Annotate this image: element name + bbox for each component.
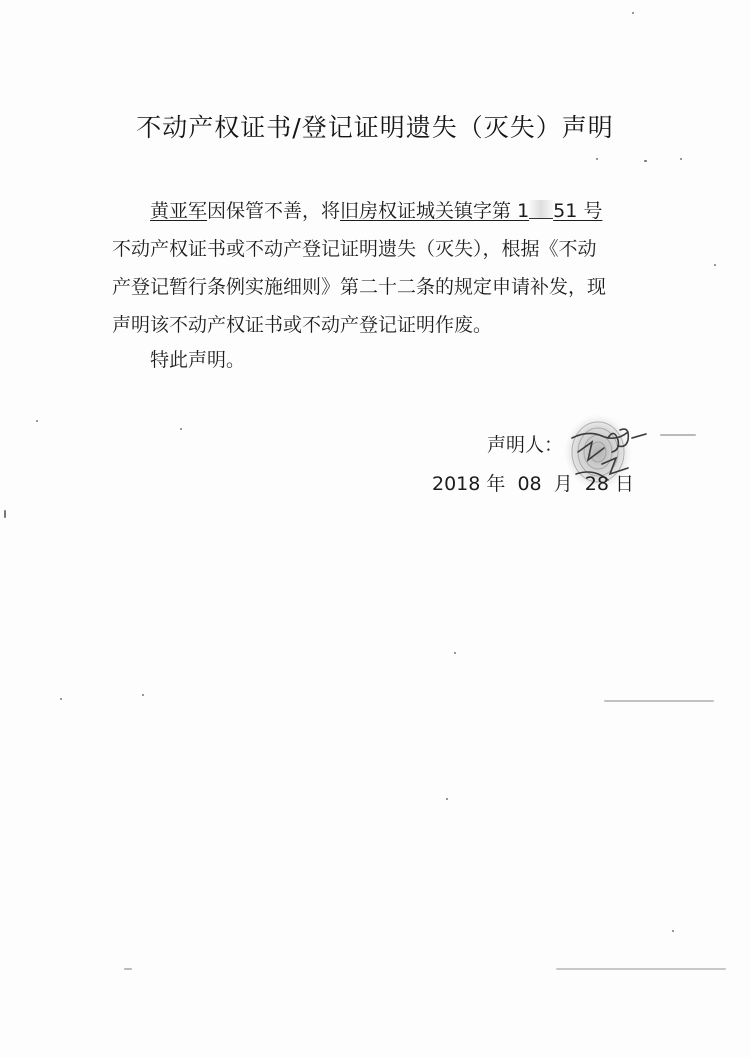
- redacted-digits: [529, 200, 553, 219]
- paragraph-line-4: 声明该不动产权证书或不动产登记证明作废。: [112, 314, 493, 336]
- paragraph-line-1: [112, 192, 642, 230]
- declarant-name: 黄亚军: [150, 200, 208, 222]
- paragraph-text: 因保管不善，将: [207, 200, 341, 222]
- certificate-suffix: 51 号: [553, 200, 603, 222]
- declaration-paragraph: [112, 192, 642, 344]
- closing-statement: 特此声明。: [150, 349, 246, 371]
- declarant-label: 声明人：: [487, 434, 564, 456]
- paragraph-line-2: 不动产权证书或不动产登记证明遗失（灭失），根据《不动: [112, 238, 597, 260]
- paragraph-line-3: 产登记暂行条例实施细则》第二十二条的规定申请补发，现: [112, 276, 607, 298]
- certificate-number: [340, 200, 602, 222]
- document-title: 不动产权证书/登记证明遗失（灭失）声明: [136, 113, 614, 142]
- declaration-date: 2018 年 08 月 28 日: [432, 473, 635, 495]
- certificate-prefix: 旧房权证城关镇字第 1: [340, 200, 530, 222]
